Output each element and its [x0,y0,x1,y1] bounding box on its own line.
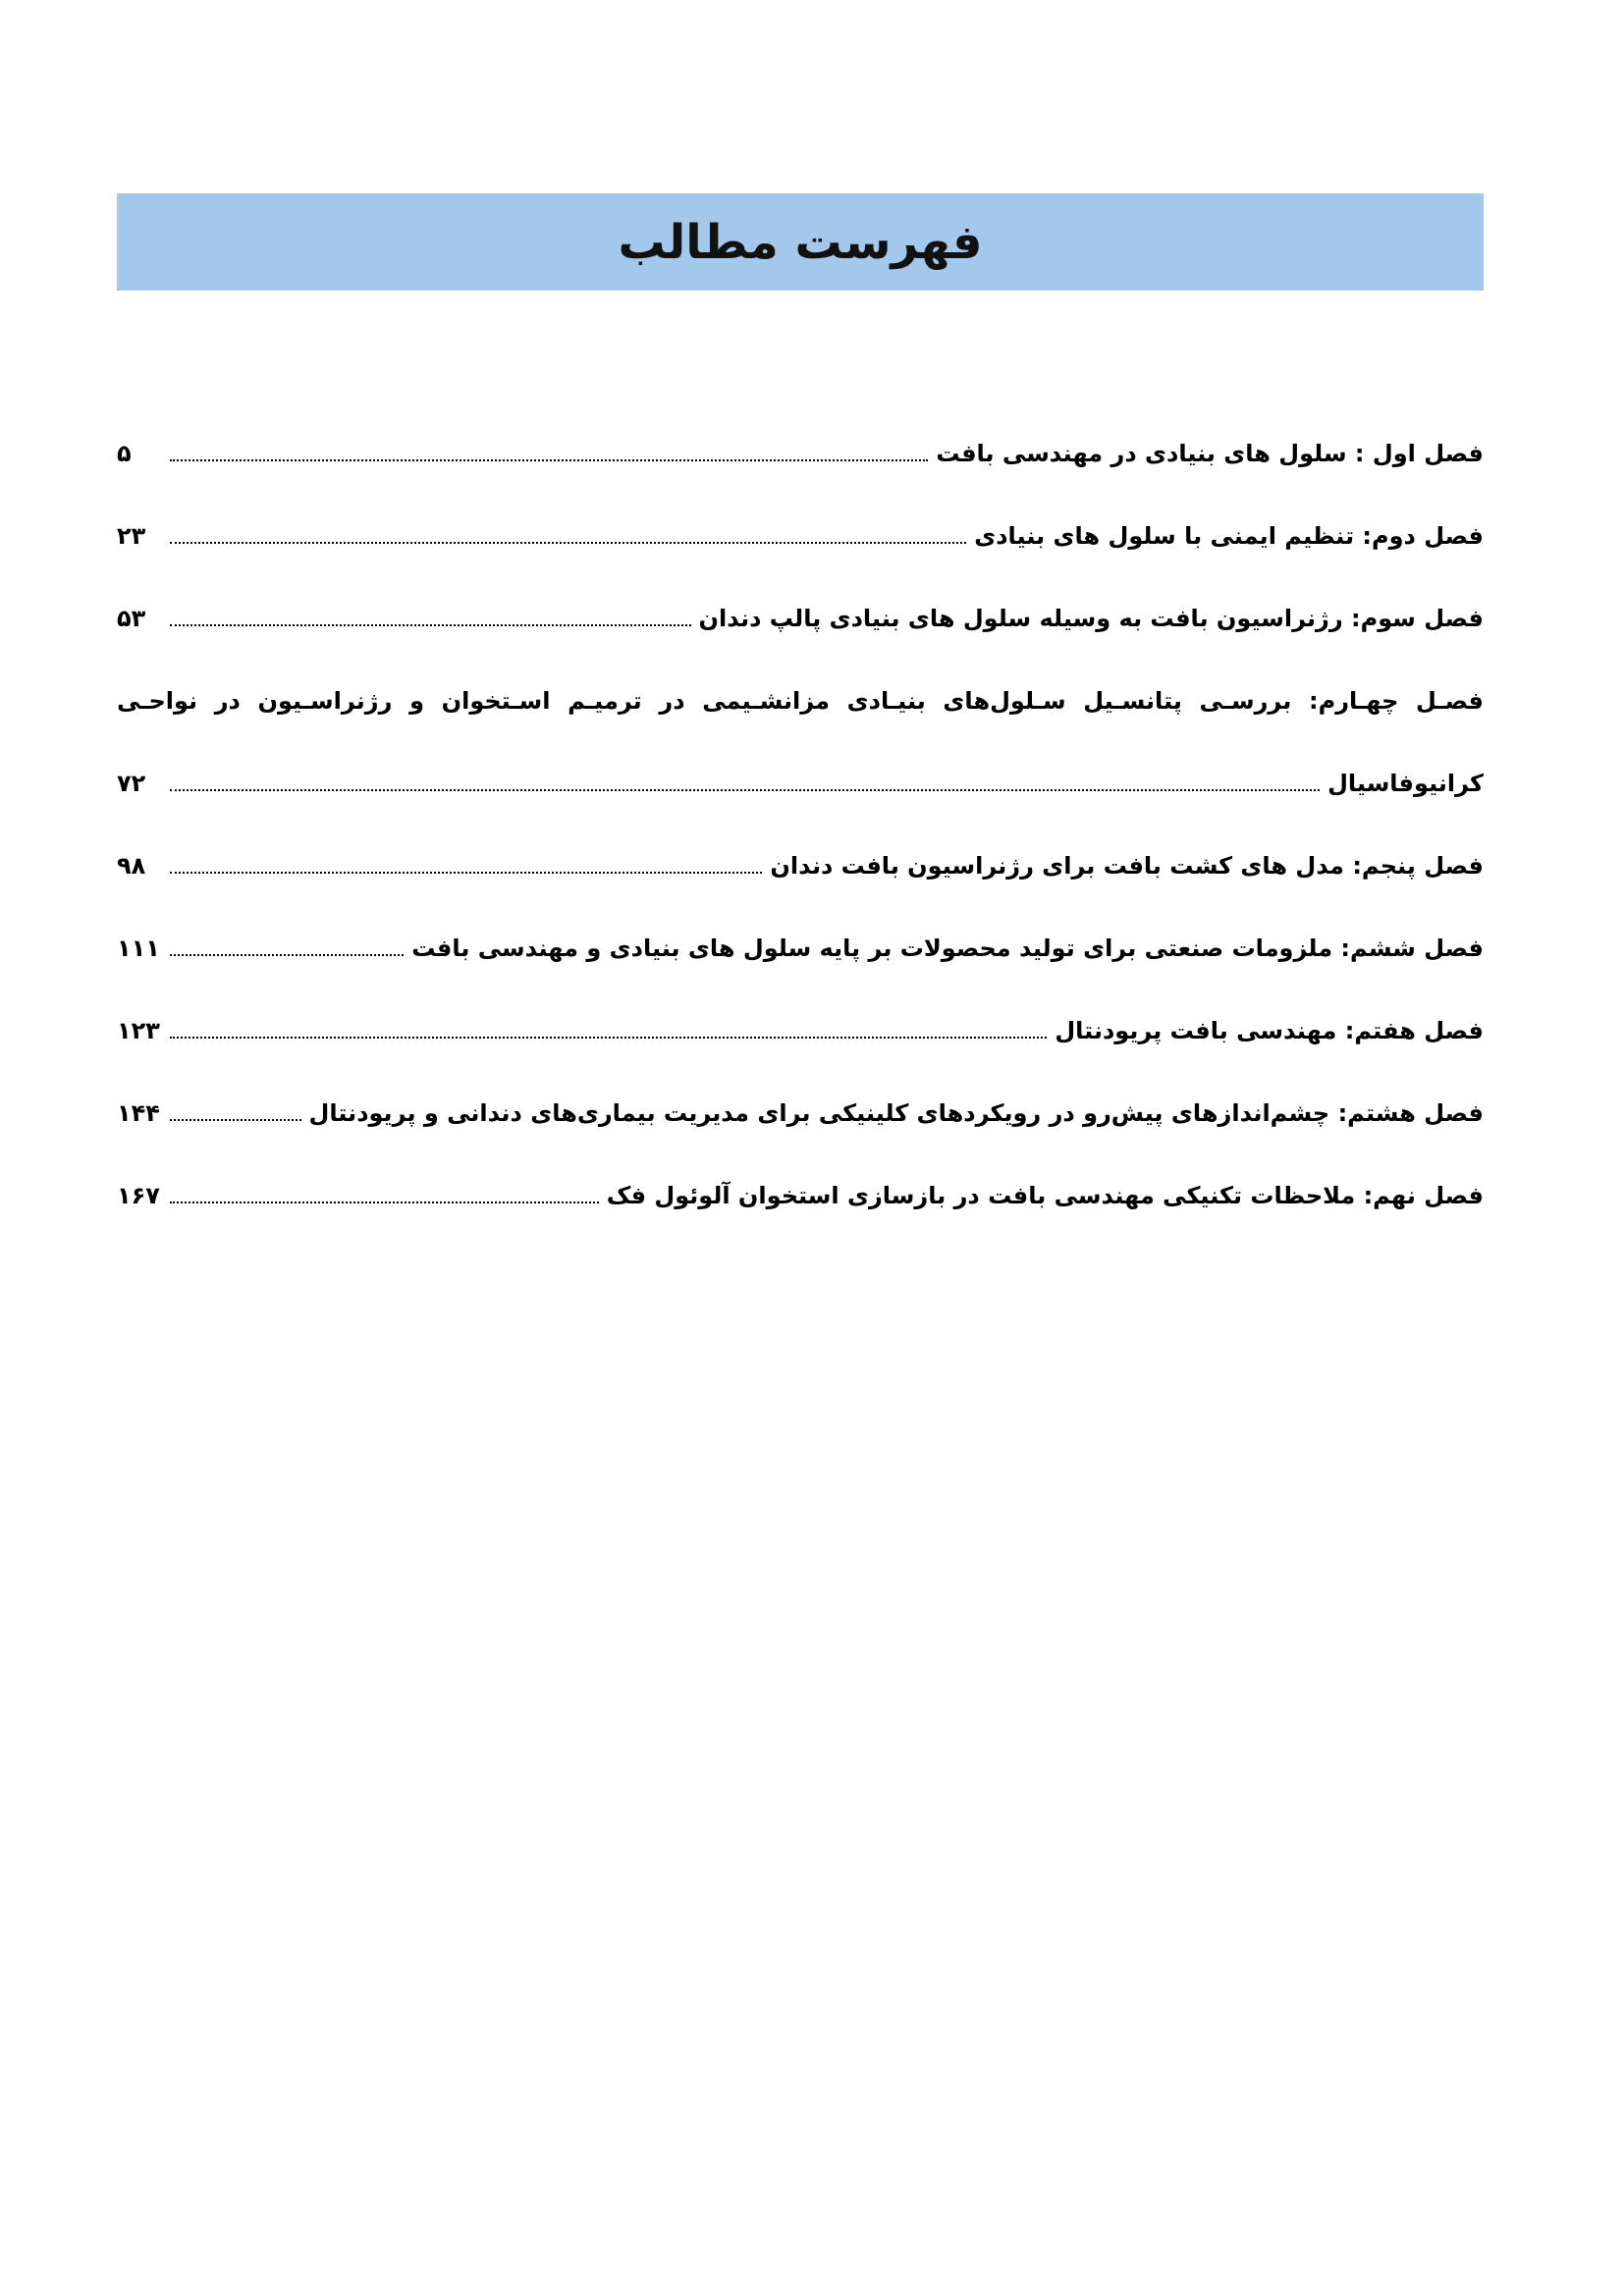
toc-entry-label-continued: کرانیوفاسیال [1327,770,1484,797]
toc-page-number: ۱۶۷ [117,1182,160,1209]
toc-page-number: ۱۱۱ [117,934,160,962]
dot-leader [170,542,966,544]
toc-entry-9[interactable] [117,1154,1484,1237]
toc-entry-label: فصـل چهـارم: بررسـی پتانسـیل سـلول‌های بنیـادی مزانشـیمی در ترمیـم اسـتخوان و رژنراسـیون در نواحـی [117,687,1484,715]
toc-entry-label: فصل سوم: رژنراسیون بافت به وسیله سلول های بنیادی پالپ دندان [698,605,1484,632]
dot-leader [170,789,1320,791]
toc-entry-label: فصل دوم: تنظیم ایمنی با سلول های بنیادی [974,522,1484,550]
toc-entry-4-line-2[interactable] [117,742,1484,825]
dot-leader [170,1119,301,1121]
toc-page-number: ۱۲۳ [117,1017,160,1044]
toc-page-number: ۵۳ [117,605,146,632]
toc-page-number: ۵ [117,440,132,467]
toc-page-number: ۲۳ [117,522,146,550]
toc-entry-7[interactable] [117,989,1484,1072]
dot-leader [170,954,404,956]
toc-entry-2[interactable] [117,495,1484,577]
toc-entry-label: فصل هشتم: چشم‌اندازهای پیش‌رو در رویکردهای کلینیکی برای مدیریت بیماری‌های دندانی و پریودنتال [308,1099,1484,1127]
toc-entry-label: فصل اول : سلول های بنیادی در مهندسی بافت [936,440,1484,467]
dot-leader [170,459,928,461]
toc-entry-8[interactable] [117,1072,1484,1154]
toc-entry-5[interactable] [117,825,1484,907]
table-of-contents [117,412,1484,1237]
toc-page-number: ۷۲ [117,770,146,797]
toc-page-number: ۱۴۴ [117,1099,160,1127]
toc-entry-label: فصل ششم: ملزومات صنعتی برای تولید محصولات بر پایه سلول های بنیادی و مهندسی بافت [411,934,1484,962]
toc-entry-3[interactable] [117,577,1484,660]
dot-leader [170,1201,599,1203]
toc-entry-label: فصل نهم: ملاحظات تکنیکی مهندسی بافت در بازسازی استخوان آلوئول فک [606,1182,1484,1209]
page-title: فهرست مطالب [618,214,983,270]
toc-page-number: ۹۸ [117,852,146,880]
toc-entry-6[interactable] [117,907,1484,989]
toc-entry-label: فصل هفتم: مهندسی بافت پریودنتال [1055,1017,1484,1044]
dot-leader [170,872,762,874]
dot-leader [170,1037,1047,1039]
toc-entry-1[interactable] [117,412,1484,495]
toc-entry-4-line-1[interactable] [117,660,1484,742]
dot-leader [170,624,691,626]
toc-entry-label: فصل پنجم: مدل های کشت بافت برای رژنراسیون بافت دندان [770,852,1484,880]
title-banner [117,193,1484,291]
